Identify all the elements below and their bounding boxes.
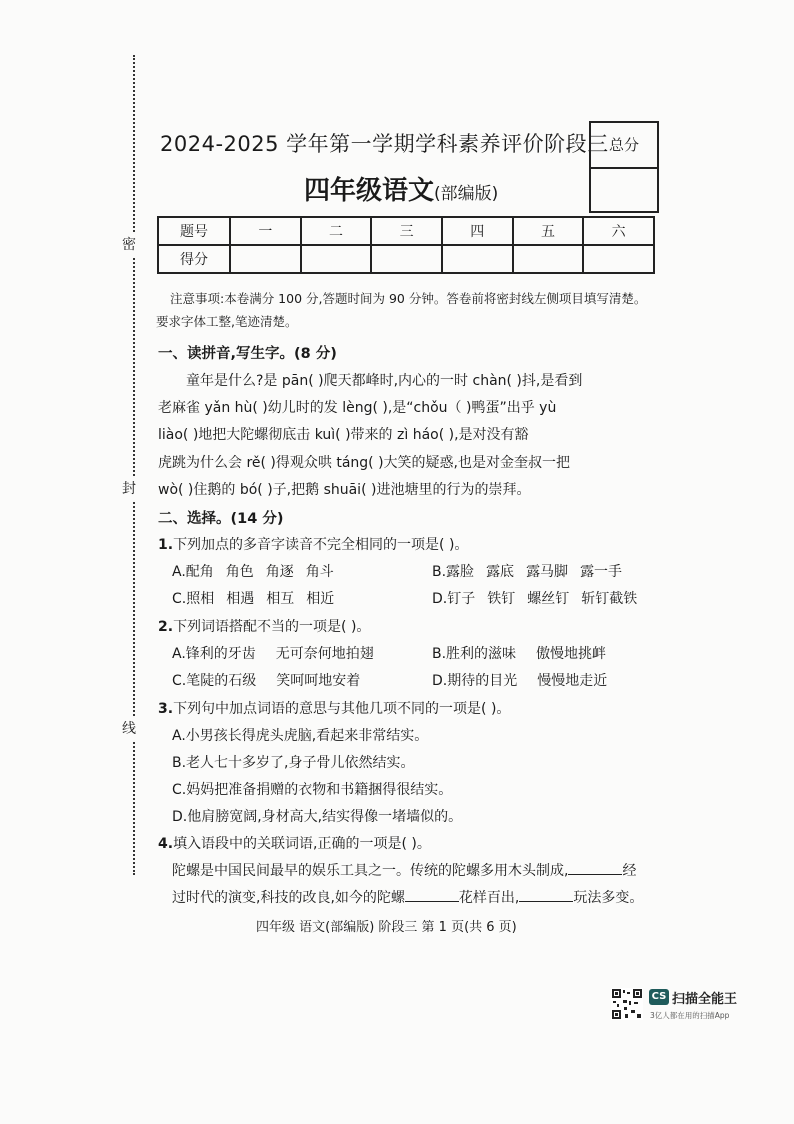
q3-option-a[interactable]: A.小男孩长得虎头虎脑,看起来非常结实。 xyxy=(172,728,429,744)
q2-option-b[interactable] xyxy=(432,643,618,663)
camscanner-name: 扫描全能王 xyxy=(672,992,738,1007)
q2-b-phrase-1: B.胜利的滋味 xyxy=(432,646,517,662)
q1-d-word-4: 斩钉截铁 xyxy=(581,591,638,607)
q2-option-d[interactable] xyxy=(432,670,619,690)
question-number-3: 三 xyxy=(371,217,442,245)
score-table-number-row xyxy=(158,217,654,245)
q3-option-d[interactable]: D.他肩膀宽阔,身材高大,结实得像一堵墙似的。 xyxy=(172,809,463,825)
q3-option-c[interactable]: C.妈妈把准备捐赠的衣物和书籍捆得很结实。 xyxy=(172,782,453,798)
total-score-box xyxy=(589,121,659,213)
pinyin-line-1: 童年是什么?是 pān( )爬天都峰时,内心的一时 chàn( )抖,是看到 xyxy=(186,373,583,389)
q1-d-word-3: 螺丝钉 xyxy=(527,591,570,607)
question-number-1: 一 xyxy=(230,217,301,245)
score-cell-1[interactable] xyxy=(230,245,301,273)
question-2-number: 2. xyxy=(158,619,174,635)
q3-option-b[interactable]: B.老人七十多岁了,身子骨儿依然结实。 xyxy=(172,755,415,771)
q4-blank-2[interactable] xyxy=(405,889,459,902)
question-2-stem: 下列词语搭配不当的一项是( )。 xyxy=(173,619,371,635)
q4-blank-3[interactable] xyxy=(519,889,573,902)
q1-b-word-3: 露马脚 xyxy=(526,564,569,580)
question-3-number: 3. xyxy=(158,701,174,717)
q1-d-word-2: 铁钉 xyxy=(487,591,516,607)
total-score-label: 总分 xyxy=(591,123,657,169)
question-number-2: 二 xyxy=(301,217,372,245)
question-1-number: 1. xyxy=(158,537,174,553)
q4-text-2: 过时代的演变,科技的改良,如今的陀螺 xyxy=(172,890,405,906)
question-number-4: 四 xyxy=(442,217,513,245)
question-4-stem: 填入语段中的关联词语,正确的一项是( )。 xyxy=(173,836,431,852)
qr-code-icon xyxy=(611,988,643,1020)
score-cell-3[interactable] xyxy=(371,245,442,273)
exam-notice xyxy=(156,287,670,333)
q2-b-phrase-2: 傲慢地挑衅 xyxy=(536,646,607,662)
edition-label: (部编版) xyxy=(434,184,499,204)
exam-title: 2024-2025 学年第一学期学科素养评价阶段三 xyxy=(160,132,609,156)
camscanner-logo: CS xyxy=(649,989,669,1005)
question-2 xyxy=(158,616,370,636)
subject-name: 四年级语文 xyxy=(304,176,435,206)
q1-c-word-2: 相遇 xyxy=(226,591,255,607)
subject-title xyxy=(304,170,498,207)
q1-a-word-4: 角斗 xyxy=(305,564,334,580)
section-1-title: 一、读拼音,写生字。(8 分) xyxy=(158,346,337,362)
q2-a-phrase-2: 无可奈何地拍翅 xyxy=(275,646,374,662)
score-row-label: 得分 xyxy=(158,245,230,273)
q4-paragraph-line-2 xyxy=(172,887,643,907)
score-cell-4[interactable] xyxy=(442,245,513,273)
pinyin-line-3: liào( )地把大陀螺彻底击 kuì( )带来的 zì háo( ),是对没有豁 xyxy=(158,427,529,443)
pinyin-line-5: wò( )住鹅的 bó( )子,把鹅 shuāi( )进池塘里的行为的崇拜。 xyxy=(158,482,531,498)
notice-line-2: 要求字体工整,笔迹清楚。 xyxy=(156,314,298,329)
q4-text-1-end: 经 xyxy=(622,863,637,879)
notice-line-1: 注意事项:本卷满分 100 分,答题时间为 90 分钟。答卷前将密封线左侧项目填写清楚。 xyxy=(170,291,647,306)
q1-a-word-3: 角逐 xyxy=(265,564,294,580)
score-cell-6[interactable] xyxy=(583,245,654,273)
q2-c-phrase-2: 笑呵呵地安着 xyxy=(276,673,361,689)
q2-d-phrase-1: D.期待的目光 xyxy=(432,673,518,689)
q1-option-b[interactable] xyxy=(432,561,634,581)
question-4-number: 4. xyxy=(158,836,174,852)
q2-d-phrase-2: 慢慢地走近 xyxy=(537,673,608,689)
q1-b-word-4: 露一手 xyxy=(580,564,623,580)
score-cell-2[interactable] xyxy=(301,245,372,273)
question-1 xyxy=(158,534,468,554)
total-score-field[interactable] xyxy=(591,169,657,211)
q4-paragraph-line-1 xyxy=(172,860,636,880)
q4-blank-1[interactable] xyxy=(568,862,622,875)
q1-b-word-1: B.露脸 xyxy=(432,564,475,580)
q2-option-c[interactable] xyxy=(172,670,372,690)
question-1-stem: 下列加点的多音字读音不完全相同的一项是( )。 xyxy=(173,537,469,553)
q1-option-d[interactable] xyxy=(432,588,649,608)
q1-b-word-2: 露底 xyxy=(486,564,515,580)
section-2-title: 二、选择。(14 分) xyxy=(158,511,284,527)
question-4 xyxy=(158,833,431,853)
camscanner-tagline: 3亿人都在用的扫描App xyxy=(650,1011,730,1020)
pinyin-line-2: 老麻雀 yǎn hù( )幼儿时的发 lèng( ),是“chǒu（ )鸭蛋”出乎 yù xyxy=(158,400,557,416)
q1-c-word-3: 相互 xyxy=(266,591,295,607)
question-3 xyxy=(158,698,510,718)
score-table xyxy=(157,216,655,274)
question-number-6: 六 xyxy=(583,217,654,245)
pinyin-line-4: 虎跳为什么会 rě( )得观众哄 táng( )大笑的疑惑,也是对金奎叔一把 xyxy=(158,455,570,471)
q1-a-word-2: 角色 xyxy=(225,564,254,580)
q1-option-c[interactable] xyxy=(172,588,346,608)
q1-option-a[interactable] xyxy=(172,561,346,581)
score-cell-5[interactable] xyxy=(513,245,584,273)
q1-a-word-1: A.配角 xyxy=(172,564,214,580)
q2-a-phrase-1: A.锋利的牙齿 xyxy=(172,646,256,662)
q1-c-word-1: C.照相 xyxy=(172,591,215,607)
binding-char-mi: 密 xyxy=(122,232,136,256)
score-table-score-row xyxy=(158,245,654,273)
page-footer: 四年级 语文(部编版) 阶段三 第 1 页(共 6 页) xyxy=(256,920,517,935)
q1-c-word-4: 相近 xyxy=(306,591,335,607)
q2-c-phrase-1: C.笔陡的石级 xyxy=(172,673,257,689)
question-number-label: 题号 xyxy=(158,217,230,245)
binding-char-xian: 线 xyxy=(122,716,136,740)
q4-text-3: 花样百出, xyxy=(458,890,520,906)
q1-d-word-1: D.钉子 xyxy=(432,591,476,607)
binding-dotted-line xyxy=(133,55,135,875)
question-3-stem: 下列句中加点词语的意思与其他几项不同的一项是( )。 xyxy=(173,701,511,717)
binding-char-feng: 封 xyxy=(122,476,136,500)
q4-text-1: 陀螺是中国民间最早的娱乐工具之一。传统的陀螺多用木头制成, xyxy=(172,863,569,879)
q4-text-4: 玩法多变。 xyxy=(573,890,644,906)
question-number-5: 五 xyxy=(513,217,584,245)
q2-option-a[interactable] xyxy=(172,643,386,663)
